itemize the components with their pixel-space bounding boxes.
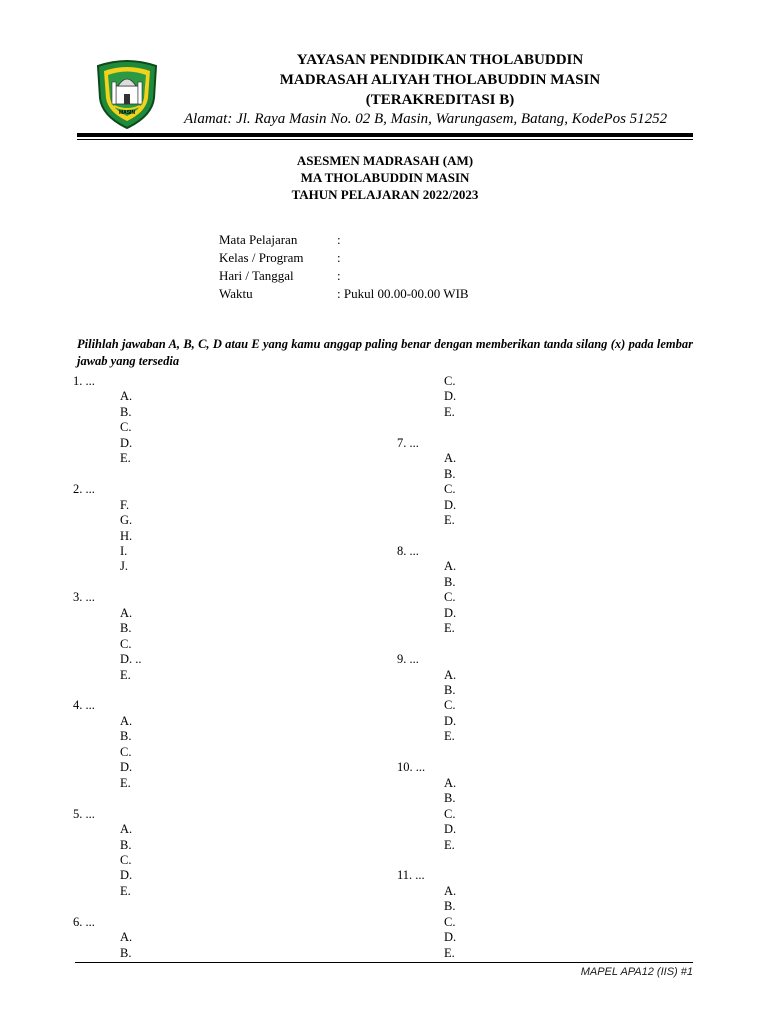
answer-option: A. — [444, 883, 457, 898]
question-number: 5. ... — [73, 806, 95, 821]
question-number: 8. ... — [397, 543, 419, 558]
answer-option: C. — [120, 636, 132, 651]
answer-option: E. — [444, 945, 455, 960]
question-number: 10. ... — [397, 760, 426, 775]
answer-option: A. — [120, 713, 133, 728]
answer-option: F. — [120, 497, 130, 512]
question-number: 4. ... — [73, 698, 95, 713]
info-value-time: : Pukul 00.00-00.00 WIB — [337, 286, 469, 301]
answer-option: B. — [120, 945, 132, 960]
answer-option: C. — [444, 914, 456, 929]
answer-option: B. — [120, 729, 132, 744]
answer-option: B. — [120, 404, 132, 419]
answer-option: A. — [120, 389, 133, 404]
header-rule-thin — [77, 139, 693, 140]
accreditation: (TERAKREDITASI B) — [365, 92, 515, 108]
answer-option: J. — [120, 559, 128, 574]
answer-option: D. — [120, 760, 133, 775]
info-label-class: Kelas / Program — [219, 250, 304, 265]
answer-option: C. — [444, 374, 456, 388]
answer-option: A. — [444, 451, 457, 466]
answer-option: E. — [120, 451, 131, 466]
info-label-subject: Mata Pelajaran — [219, 232, 298, 247]
answer-option: D. — [444, 605, 457, 620]
question-number: 7. ... — [397, 435, 419, 450]
answer-option: A. — [444, 559, 457, 574]
exam-school: MA THOLABUDDIN MASIN — [300, 170, 470, 185]
answer-option: C. — [444, 698, 456, 713]
answer-option: C. — [444, 590, 456, 605]
info-label-time: Waktu — [219, 286, 253, 301]
answer-option: D. — [444, 497, 457, 512]
question-number: 2. ... — [73, 482, 95, 497]
info-value-date: : — [337, 268, 341, 283]
answer-option: B. — [444, 683, 456, 697]
answer-option: I. — [120, 543, 128, 558]
answer-option: E. — [120, 775, 131, 790]
answer-option: H. — [120, 528, 133, 543]
answer-option: C. — [120, 744, 132, 759]
exam-year: TAHUN PELAJARAN 2022/2023 — [291, 187, 479, 202]
header-rule-thick — [77, 133, 693, 137]
answer-option: B. — [444, 466, 456, 481]
question-number: 9. ... — [397, 652, 419, 667]
logo-text: MASIN — [118, 110, 136, 116]
info-label-date: Hari / Tanggal — [219, 268, 294, 283]
answer-option: C. — [444, 482, 456, 497]
answer-option: A. — [120, 605, 133, 620]
answer-option: A. — [120, 930, 133, 945]
answer-option: D. — [120, 868, 133, 883]
answer-option: D. — [444, 713, 457, 728]
answer-option: B. — [120, 621, 132, 636]
footer-rule — [75, 962, 693, 963]
answer-option: D. — [444, 822, 457, 837]
answer-option: A. — [444, 775, 457, 790]
answer-option: D. .. — [120, 652, 142, 667]
info-value-class: : — [337, 250, 341, 265]
exam-title: ASESMEN MADRASAH (AM) — [296, 153, 474, 168]
question-number: 6. ... — [73, 914, 95, 929]
answer-option: D. — [120, 435, 133, 450]
answer-option: C. — [444, 806, 456, 821]
answer-option: D. — [444, 930, 457, 945]
answer-option: B. — [120, 837, 132, 852]
school-logo — [92, 58, 162, 130]
instructions: Pilihlah jawaban A, B, C, D atau E yang kamu anggap paling benar dengan memberikan tanda silang (x) pada lembar jawab yang tersedia — [77, 337, 693, 368]
answer-option: A. — [444, 667, 457, 682]
answer-option: G. — [120, 513, 133, 528]
answer-option: E. — [120, 883, 131, 898]
answer-option: B. — [444, 899, 456, 914]
answer-option: E. — [444, 621, 455, 636]
answer-option: C. — [120, 420, 132, 435]
answer-option: D. — [444, 389, 457, 404]
answer-option: A. — [120, 822, 133, 837]
school-name: MADRASAH ALIYAH THOLABUDDIN MASIN — [279, 72, 601, 88]
answer-option: E. — [444, 513, 455, 528]
info-value-subject: : — [337, 232, 341, 247]
school-address: Alamat: Jl. Raya Masin No. 02 B, Masin, Warungasem, Batang, KodePos 51252 — [184, 111, 668, 127]
answer-option: E. — [444, 404, 455, 419]
foundation-name: YAYASAN PENDIDIKAN THOLABUDDIN — [296, 52, 584, 68]
page-footer: MAPEL APA12 (IIS) #1 — [580, 966, 693, 978]
answer-option: B. — [444, 574, 456, 589]
answer-option: B. — [444, 791, 456, 806]
question-number: 3. ... — [73, 590, 95, 605]
answer-option: E. — [444, 729, 455, 744]
question-number: 1. ... — [73, 374, 95, 388]
answer-option: C. — [120, 852, 132, 867]
answer-option: E. — [120, 667, 131, 682]
answer-option: E. — [444, 837, 455, 852]
question-number: 11. ... — [397, 868, 425, 883]
